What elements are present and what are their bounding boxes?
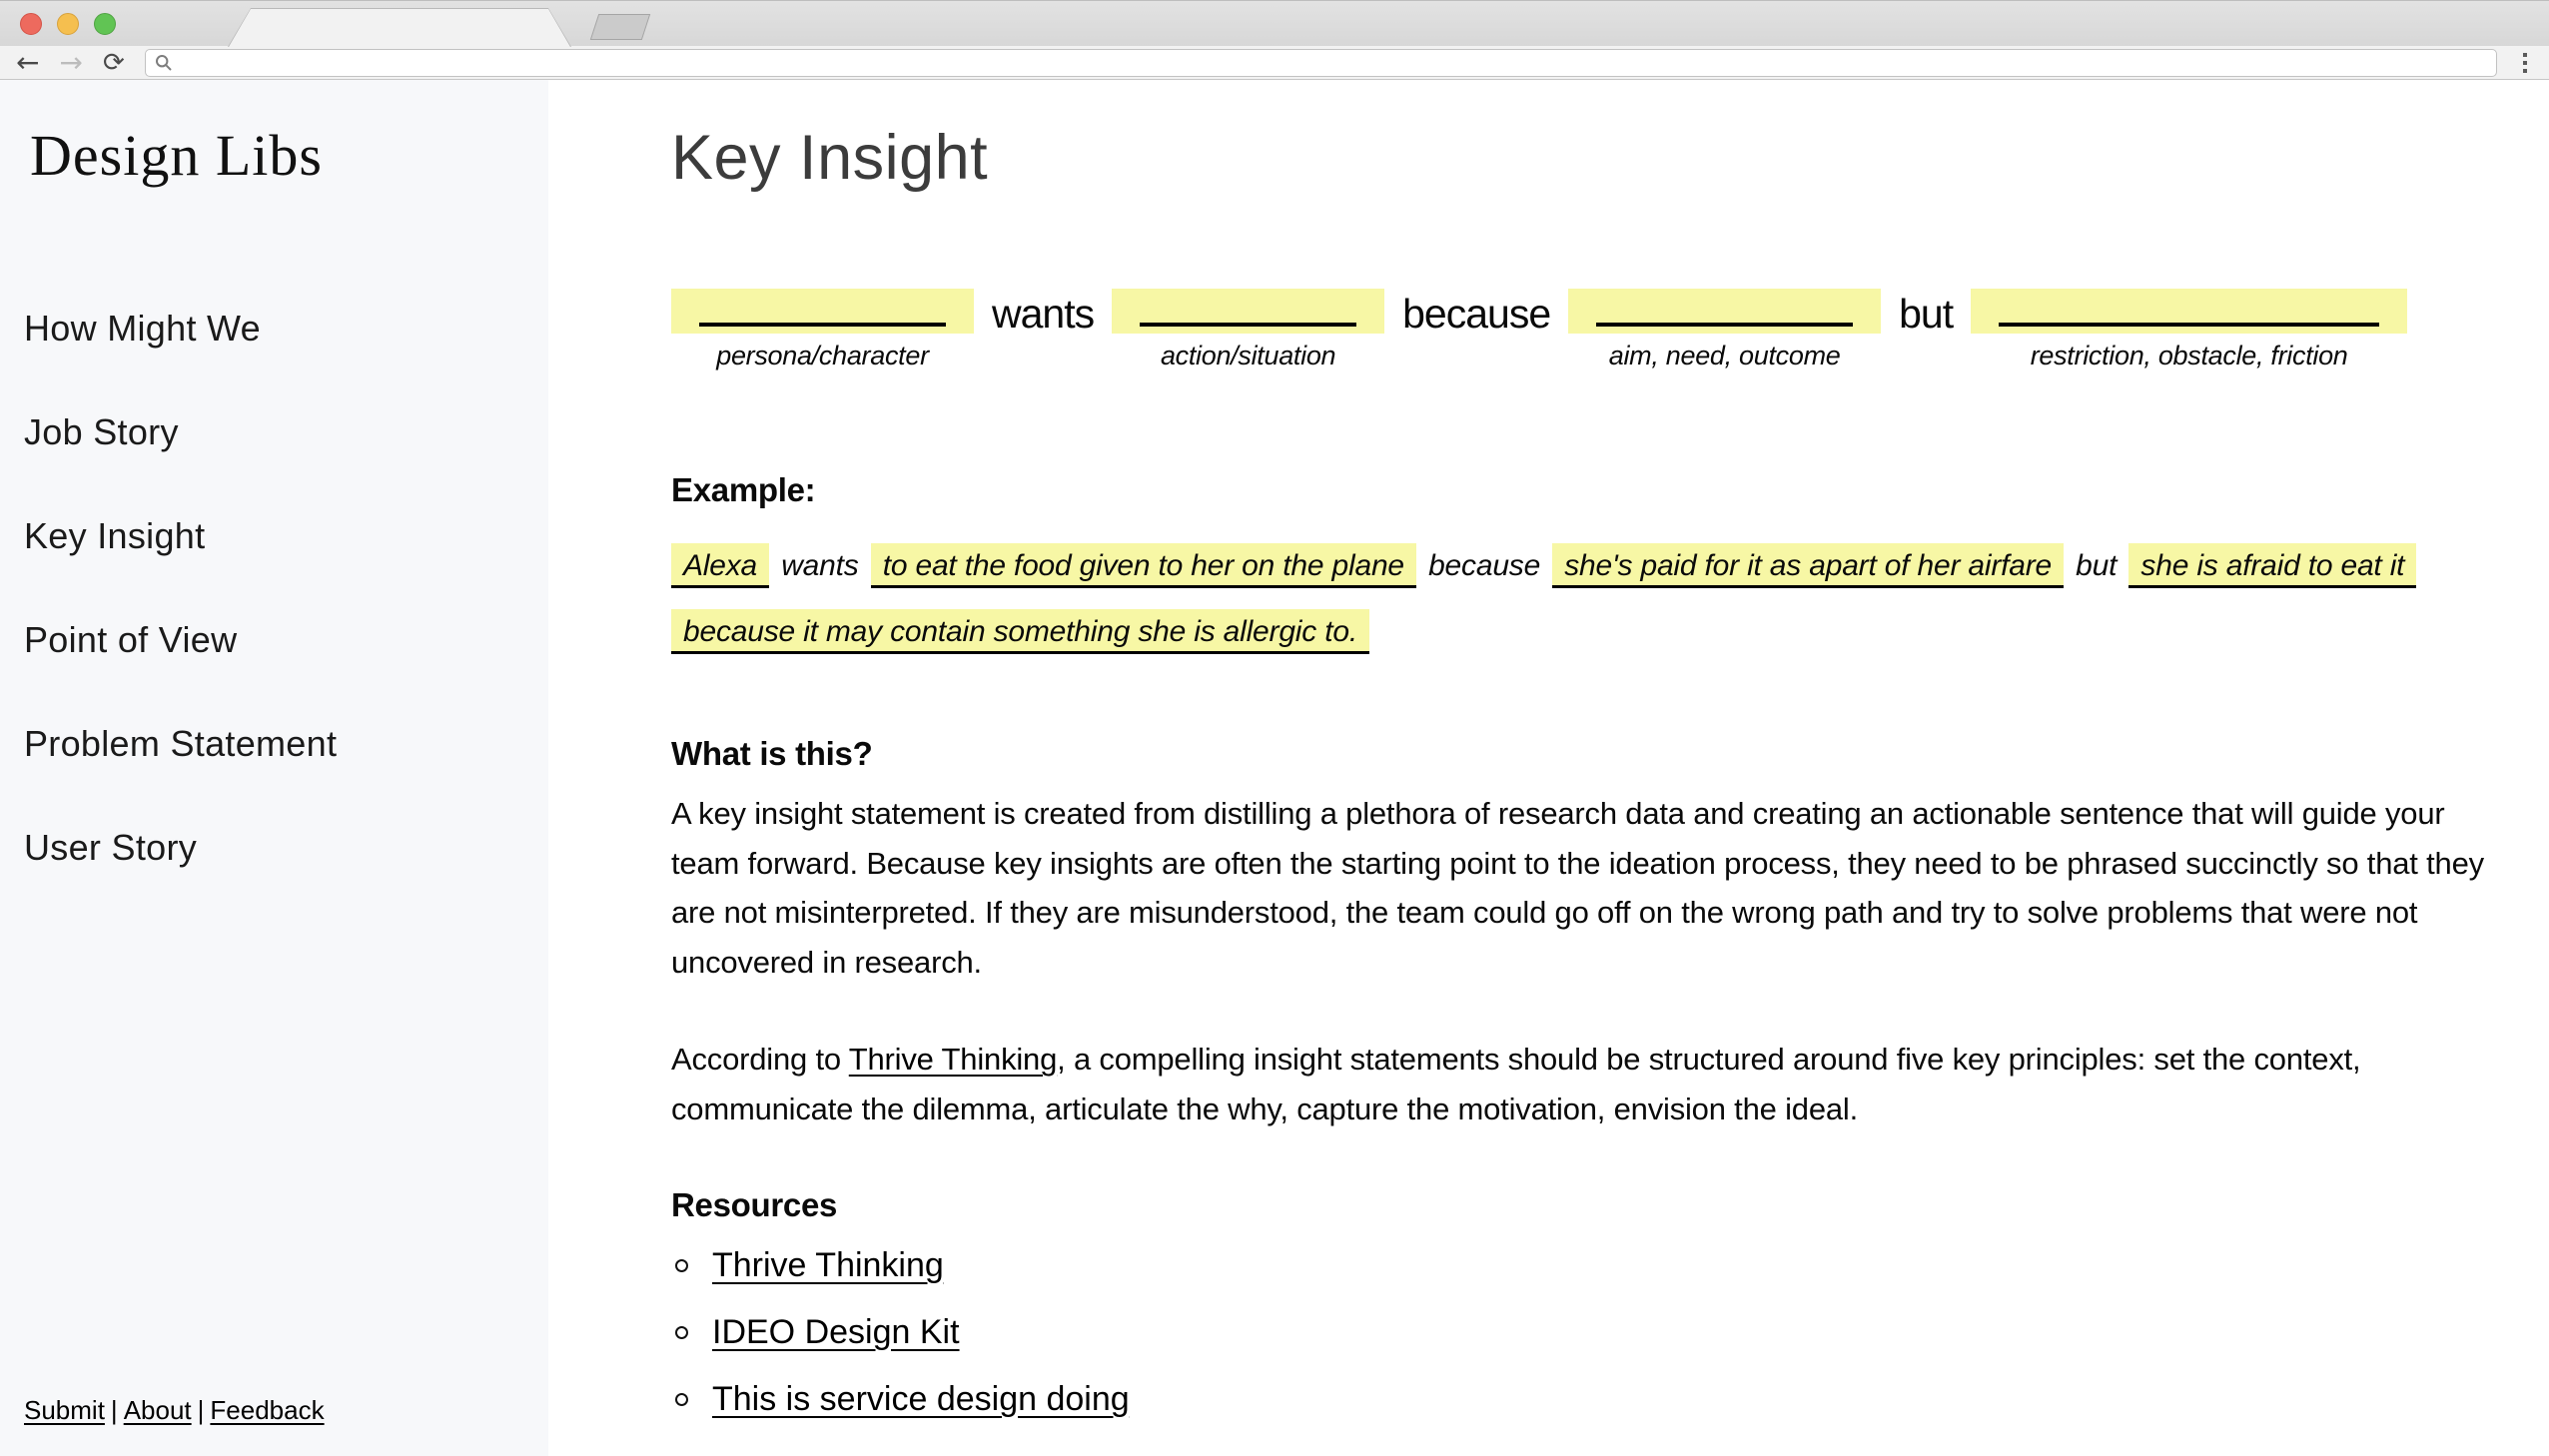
- tab-bar: [0, 0, 2549, 46]
- blank-label: action/situation: [1160, 341, 1336, 370]
- sidebar-item-key-insight[interactable]: Key Insight: [24, 515, 206, 556]
- thrive-thinking-inline-link[interactable]: Thrive Thinking: [848, 1042, 1058, 1078]
- submit-link[interactable]: Submit: [24, 1395, 105, 1425]
- footer-separator: |: [197, 1395, 205, 1425]
- list-item: [671, 1246, 2507, 1285]
- list-item: [671, 1313, 2507, 1352]
- example-highlight-persona: Alexa: [671, 543, 769, 588]
- insight-template: [671, 289, 2507, 371]
- according-suffix: , a compelling insight statements should be structured around five key principles: set the context, communicate the dilemma, articulate the why, capture the motivation, envision the ideal.: [671, 1042, 2361, 1126]
- what-is-this-body: A key insight statement is created from distilling a plethora of research data and creating an actionable sentence that will guide your team forward. Because key insights are often the starting point to the ideation process, they need to be phrased succinctly so that they are not misinterpreted. If they are misunderstood, the team could go off on the wrong path and try to solve problems that were not uncovered in research.: [671, 796, 2484, 980]
- blank-field: [671, 289, 974, 334]
- traffic-lights: [20, 13, 116, 35]
- circle-bullet-icon: [675, 1326, 688, 1339]
- blank-field: [1112, 289, 1384, 334]
- sidebar-nav: [24, 307, 528, 930]
- sidebar-footer: [24, 1395, 325, 1426]
- sidebar: [0, 80, 548, 1456]
- example-sentence: [671, 533, 2507, 665]
- footer-separator: |: [110, 1395, 118, 1425]
- feedback-link[interactable]: Feedback: [210, 1395, 325, 1425]
- template-word-because: because: [1402, 290, 1551, 337]
- template-word-wants: wants: [992, 290, 1095, 337]
- new-tab-button[interactable]: [590, 14, 650, 40]
- reload-icon[interactable]: ⟳: [102, 47, 125, 78]
- according-paragraph: [671, 1035, 2507, 1133]
- forward-icon[interactable]: →: [59, 45, 83, 79]
- zoom-window-button[interactable]: [94, 13, 116, 35]
- example-highlight-restriction: she is afraid to eat it because it may contain something she is allergic to.: [671, 543, 2416, 654]
- blank-persona: [671, 289, 974, 371]
- resource-link-thrive-thinking[interactable]: Thrive Thinking: [712, 1245, 944, 1284]
- menu-kebab-icon[interactable]: [2517, 53, 2533, 73]
- blank-field: [1568, 289, 1881, 334]
- sidebar-item-point-of-view[interactable]: Point of View: [24, 619, 238, 660]
- example-highlight-aim: she's paid for it as apart of her airfare: [1552, 543, 2064, 588]
- resource-link-service-design-doing[interactable]: This is service design doing: [712, 1379, 1130, 1418]
- template-word-but: but: [1899, 290, 1954, 337]
- example-heading: Example:: [671, 471, 816, 508]
- minimize-window-button[interactable]: [57, 13, 79, 35]
- blank-field: [1971, 289, 2407, 334]
- sidebar-item-problem-statement[interactable]: Problem Statement: [24, 723, 338, 764]
- blank-action: [1112, 289, 1384, 371]
- circle-bullet-icon: [675, 1393, 688, 1406]
- blank-label: persona/character: [716, 341, 929, 370]
- page-title: Key Insight: [671, 123, 989, 193]
- example-word-but: but: [2076, 549, 2118, 582]
- circle-bullet-icon: [675, 1259, 688, 1272]
- sidebar-item-how-might-we[interactable]: How Might We: [24, 308, 262, 349]
- blank-restriction: [1971, 289, 2407, 371]
- about-link[interactable]: About: [123, 1395, 192, 1425]
- main-content: [548, 80, 2549, 1456]
- blank-label: restriction, obstacle, friction: [2030, 341, 2348, 370]
- example-word-because: because: [1428, 549, 1541, 582]
- according-prefix: According to: [671, 1042, 849, 1078]
- list-item: [671, 1380, 2507, 1419]
- sidebar-item-job-story[interactable]: Job Story: [24, 411, 179, 452]
- resources-list: [671, 1246, 2507, 1419]
- resource-link-ideo-design-kit[interactable]: IDEO Design Kit: [712, 1312, 960, 1351]
- search-icon: [155, 54, 173, 72]
- url-bar[interactable]: [145, 49, 2497, 77]
- close-window-button[interactable]: [20, 13, 42, 35]
- browser-tab[interactable]: [228, 8, 571, 47]
- browser-toolbar: [0, 46, 2549, 80]
- sidebar-item-user-story[interactable]: User Story: [24, 827, 198, 868]
- site-title: Design Libs: [30, 123, 323, 188]
- blank-label: aim, need, outcome: [1608, 341, 1841, 370]
- back-icon[interactable]: ←: [16, 45, 40, 79]
- browser-tab-face: [229, 9, 570, 47]
- what-is-this-heading: What is this?: [671, 735, 873, 772]
- blank-aim: [1568, 289, 1881, 371]
- resources-heading: Resources: [671, 1185, 838, 1223]
- example-word-wants: wants: [781, 549, 859, 582]
- example-highlight-action: to eat the food given to her on the plane: [871, 543, 1416, 588]
